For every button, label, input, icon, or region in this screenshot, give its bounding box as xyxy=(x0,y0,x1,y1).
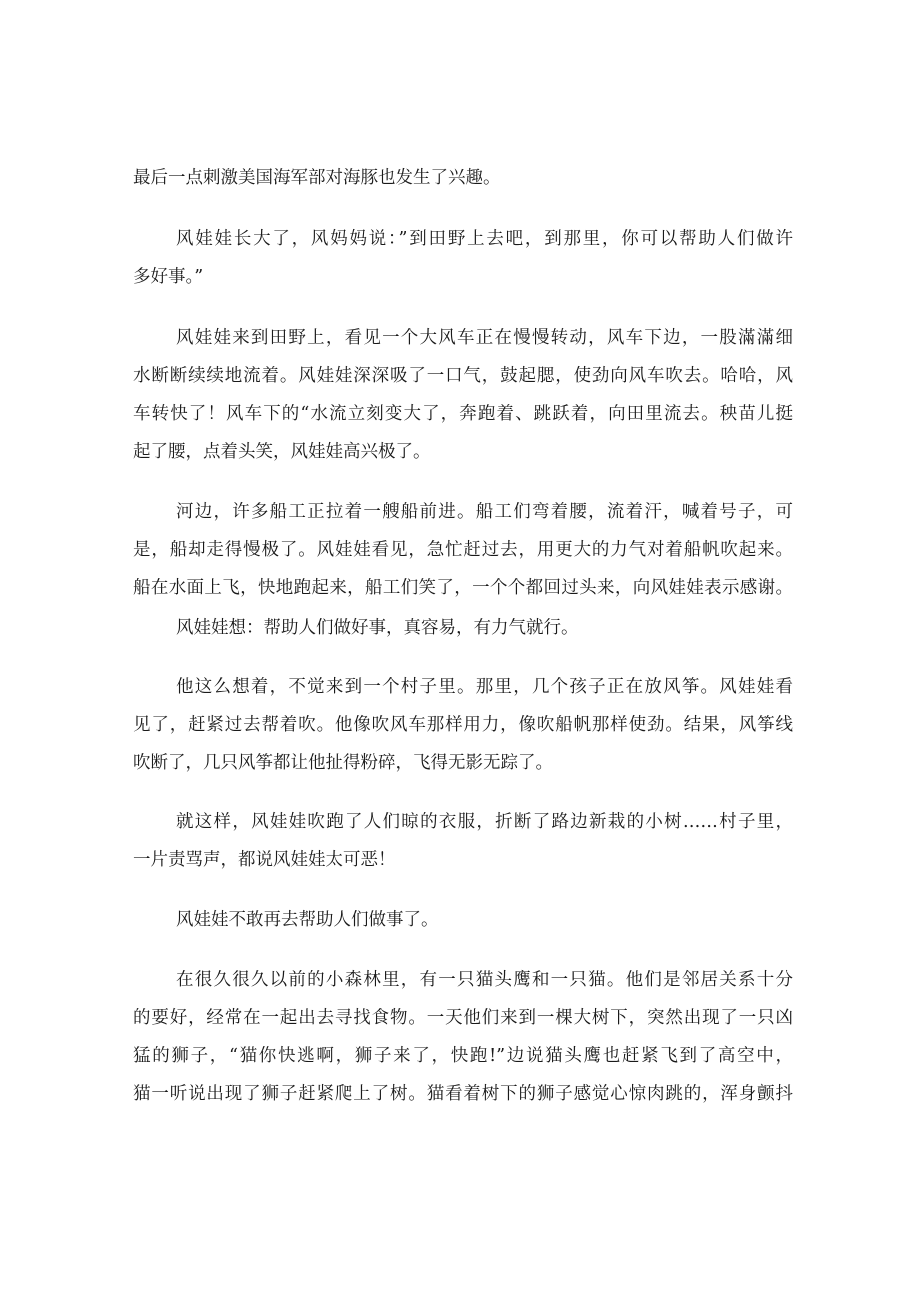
paragraph-3-line-3: 车转快了！风车下的“水流立刻变大了，奔跑着、跳跃着，向田里流去。秧苗儿挺 xyxy=(133,404,793,424)
paragraph-5-line-1: 风娃娃想：帮助人们做好事，真容易，有力气就行。 xyxy=(176,618,579,638)
paragraph-2-line-1: 风娃娃长大了，风妈妈说：”到田野上去吧，到那里，你可以帮助人们做许 xyxy=(176,229,793,249)
paragraph-6-line-3: 吹断了，几只风筝都让他扯得粉碎，飞得无影无踪了。 xyxy=(133,753,553,773)
paragraph-9-line-3: 猛的狮子，“猫你快逃啊，狮子来了，快跑!”边说猫头鹰也赶紧飞到了高空中， xyxy=(133,1046,793,1066)
paragraph-1-line-1: 最后一点刺激美国海军部对海豚也发生了兴趣。 xyxy=(133,168,501,188)
paragraph-6-line-2: 见了，赶紧过去帮着吹。他像吹风车那样用力，像吹船帆那样使劲。结果，风筝线 xyxy=(133,715,793,735)
paragraph-4-line-1: 河边，许多船工正拉着一艘船前进。船工们弯着腰，流着汗，喊着号子，可 xyxy=(176,502,793,522)
paragraph-3-line-1: 风娃娃来到田野上，看见一个大风车正在慢慢转动，风车下边，一股滿滿细 xyxy=(176,328,793,348)
paragraph-8-line-1: 风娃娃不敢再去帮助人们做事了。 xyxy=(176,910,439,930)
paragraph-3-line-4: 起了腰，点着头笑，风娃娃高兴极了。 xyxy=(133,442,431,462)
paragraph-2-line-2: 多好事。” xyxy=(133,267,204,287)
paragraph-3-line-2: 水断断续续地流着。风娃娃深深吸了一口气，鼓起腮，使劲向风车吹去。哈哈，风 xyxy=(133,366,793,386)
paragraph-9-line-4: 猫一听说出现了狮子赶紧爬上了树。猫看着树下的狮子感觉心惊肉跳的，浑身颤抖 xyxy=(133,1084,793,1104)
paragraph-7-line-1: 就这样，风娃娃吹跑了人们晾的衣服，折断了路边新栽的小树……村子里， xyxy=(176,812,793,832)
paragraph-4-line-2: 是，船却走得慢极了。风娃娃看见，急忙赶过去，用更大的力气对着船帆吹起来。 xyxy=(133,540,793,560)
paragraph-9-line-1: 在很久很久以前的小森林里，有一只猫头鹰和一只猫。他们是邻居关系十分 xyxy=(176,970,793,990)
paragraph-4-line-3: 船在水面上飞，快地跑起来，船工们笑了，一个个都回过头来，向风娃娃表示感谢。 xyxy=(133,578,793,598)
paragraph-7-line-2: 一片责骂声，都说风娃娃太可恶！ xyxy=(133,850,396,870)
paragraph-9-line-2: 的要好，经常在一起出去寻找食物。一天他们来到一棵大树下，突然出现了一只凶 xyxy=(133,1008,793,1028)
paragraph-6-line-1: 他这么想着，不觉来到一个村子里。那里，几个孩子正在放风筝。风娃娃看 xyxy=(176,677,793,697)
